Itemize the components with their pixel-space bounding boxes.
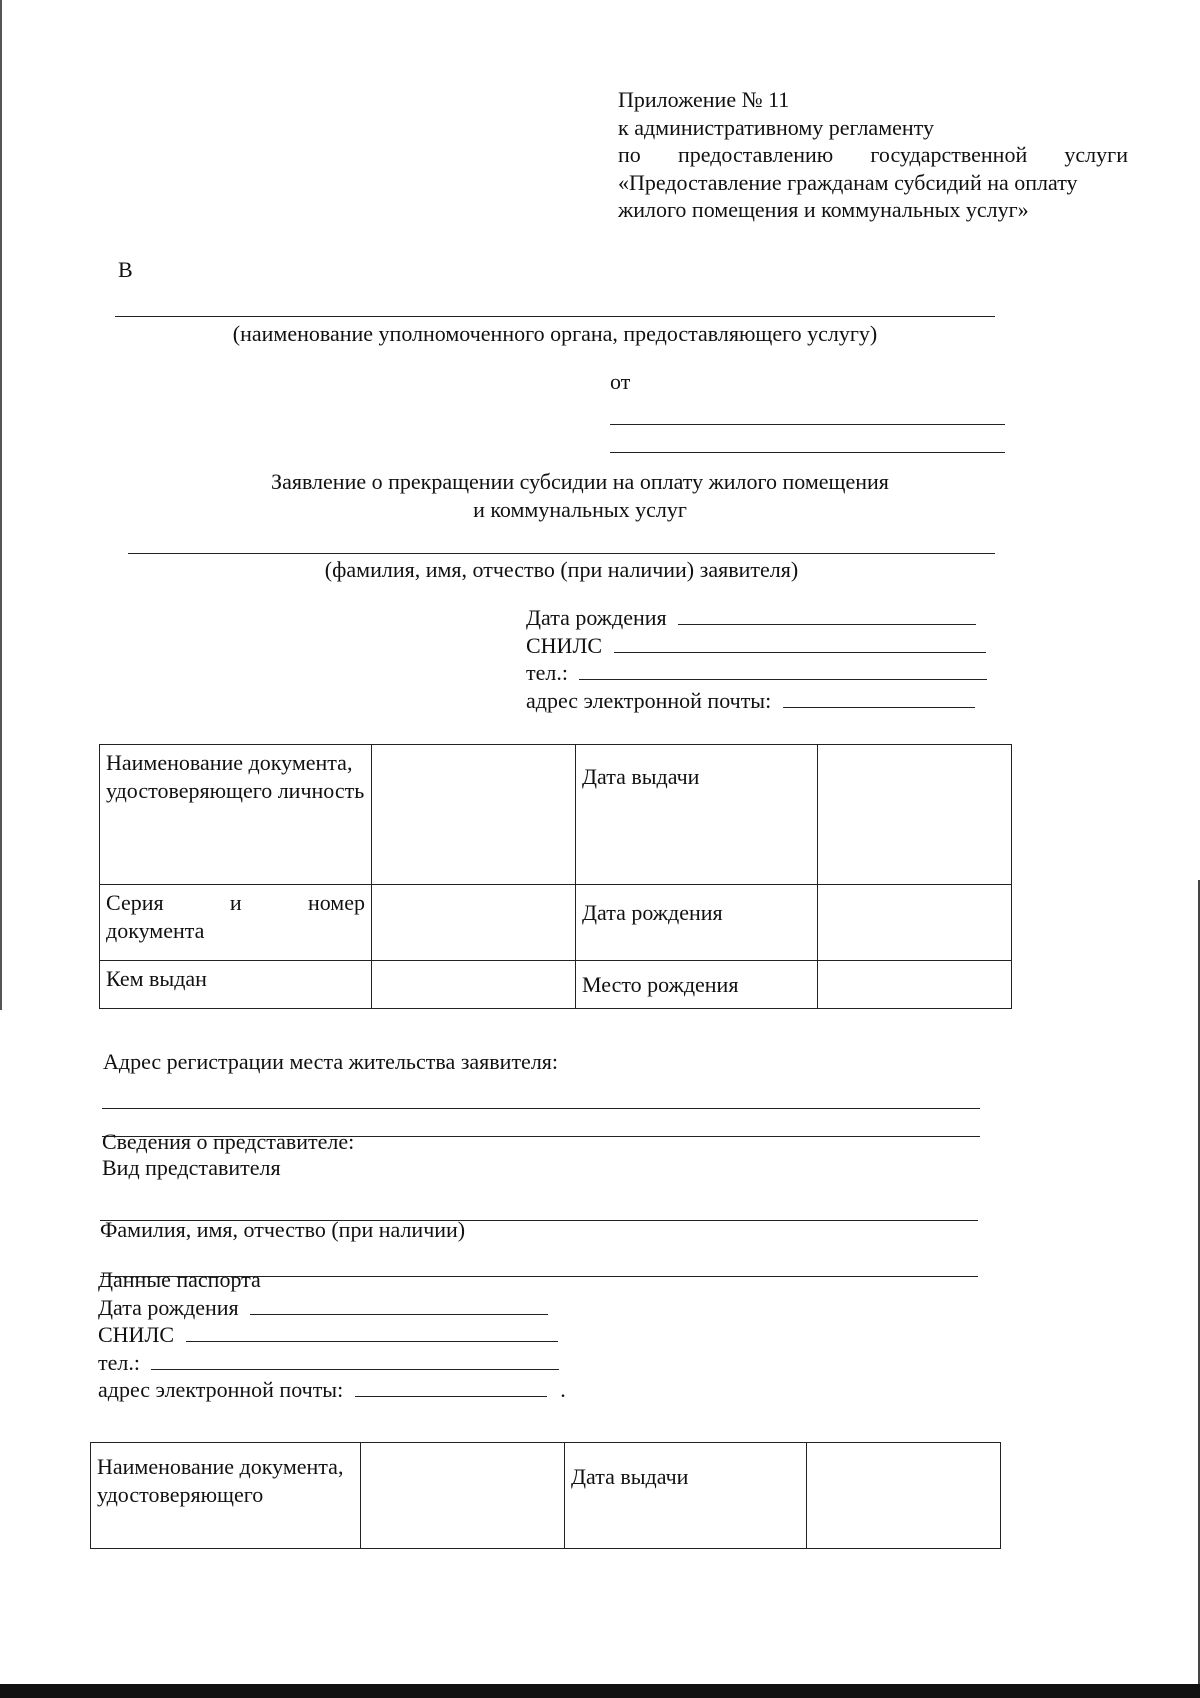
id-birth-date-value[interactable]: [818, 885, 1012, 961]
appendix-number: Приложение № 11: [618, 87, 790, 112]
header-block: [618, 86, 1128, 224]
representative-email-field[interactable]: [355, 1378, 547, 1397]
header-line-4: жилого помещения и коммунальных услуг»: [618, 197, 1029, 222]
representative-phone-field[interactable]: [151, 1351, 559, 1370]
to-label: В: [118, 257, 133, 282]
id-doc-name-value[interactable]: [372, 745, 576, 885]
id-issued-by-value[interactable]: [372, 961, 576, 1009]
scan-edge-left: [0, 0, 2, 1010]
id-series-label: [100, 885, 372, 961]
applicant-phone-field[interactable]: [579, 661, 987, 680]
from-field-2[interactable]: [610, 452, 1005, 453]
applicant-email-label: адрес электронной почты:: [526, 687, 772, 713]
id-issued-by-label: Кем выдан: [100, 961, 372, 1009]
from-field-1[interactable]: [610, 424, 1005, 425]
id-series-word: и: [229, 890, 242, 915]
applicant-phone-label: тел.:: [526, 660, 568, 685]
representative-email-row: [98, 1376, 618, 1404]
header-word: предоставлению: [677, 142, 834, 167]
id-series-value[interactable]: [372, 885, 576, 961]
authority-name-field[interactable]: [115, 316, 995, 317]
representative-snils-row: [98, 1321, 618, 1349]
title-line-1: Заявление о прекращении субсидии на оплату жилого помещения: [271, 469, 889, 494]
representative-email-label: адрес электронной почты:: [98, 1377, 344, 1402]
applicant-email-field[interactable]: [783, 689, 975, 708]
id-series-word: номер: [307, 890, 365, 915]
id-document-table: [99, 744, 1012, 1009]
representative-passport-label: Данные паспорта: [98, 1267, 261, 1292]
applicant-snils-label: СНИЛС: [526, 632, 603, 658]
representative-birth-field[interactable]: [250, 1296, 548, 1315]
representative-document-table: [90, 1442, 1001, 1549]
id-birth-date-label: Дата рождения: [576, 885, 818, 961]
id-issue-date-label: Дата выдачи: [576, 745, 818, 885]
representative-email-dot: .: [560, 1377, 566, 1402]
header-line-1: к административному регламенту: [618, 114, 934, 140]
representative-snils-label: СНИЛС: [98, 1322, 175, 1347]
scan-bottom-edge: [0, 1684, 1200, 1698]
header-word: государственной: [870, 142, 1028, 167]
applicant-snils-row: [526, 632, 996, 660]
id-doc-name-label: Наименование документа, удостоверяющего личность: [100, 745, 372, 885]
applicant-contacts: [526, 604, 996, 714]
from-label: от: [610, 369, 631, 394]
applicant-name-caption: (фамилия, имя, отчество (при наличии) заявителя): [324, 557, 799, 582]
id-birth-place-label: Место рождения: [576, 961, 818, 1009]
representative-kind-label: Вид представителя: [102, 1155, 281, 1180]
document-title: [130, 468, 1030, 523]
representative-birth-label: Дата рождения: [98, 1294, 239, 1320]
header-line-3: «Предоставление гражданам субсидий на оплату: [618, 169, 1078, 195]
applicant-birth-field[interactable]: [678, 606, 976, 625]
applicant-email-row: [526, 687, 996, 715]
representative-heading: Сведения о представителе:: [102, 1129, 355, 1154]
title-line-2: и коммунальных услуг: [473, 496, 687, 522]
applicant-snils-field[interactable]: [614, 634, 986, 653]
id-series-words: [106, 889, 365, 917]
header-word: услуги: [1064, 142, 1128, 167]
id-series-line-2: документа: [106, 917, 205, 943]
id-issue-date-value[interactable]: [818, 745, 1012, 885]
id-birth-place-value[interactable]: [818, 961, 1012, 1009]
applicant-phone-row: [526, 659, 996, 687]
rep-doc-name-value[interactable]: [361, 1443, 565, 1549]
representative-phone-row: [98, 1349, 618, 1377]
applicant-birth-row: [526, 604, 996, 632]
representative-fio-label: Фамилия, имя, отчество (при наличии): [100, 1217, 466, 1242]
rep-issue-date-label: Дата выдачи: [565, 1443, 807, 1549]
representative-contacts: [98, 1266, 618, 1404]
applicant-birth-label: Дата рождения: [526, 605, 667, 630]
header-word: по: [618, 142, 641, 167]
applicant-name-field[interactable]: [128, 553, 995, 554]
representative-snils-field[interactable]: [186, 1323, 558, 1342]
authority-caption: (наименование уполномоченного органа, предоставляющего услугу): [232, 321, 878, 346]
id-series-word: Серия: [106, 890, 164, 915]
rep-issue-date-value[interactable]: [807, 1443, 1001, 1549]
address-field-1[interactable]: [102, 1108, 980, 1109]
header-line-2: [618, 141, 1128, 169]
representative-birth-row: [98, 1294, 618, 1322]
rep-doc-name-label: Наименование документа, удостоверяющего: [91, 1443, 361, 1549]
representative-phone-label: тел.:: [98, 1349, 140, 1375]
address-label: Адрес регистрации места жительства заявителя:: [103, 1049, 559, 1074]
